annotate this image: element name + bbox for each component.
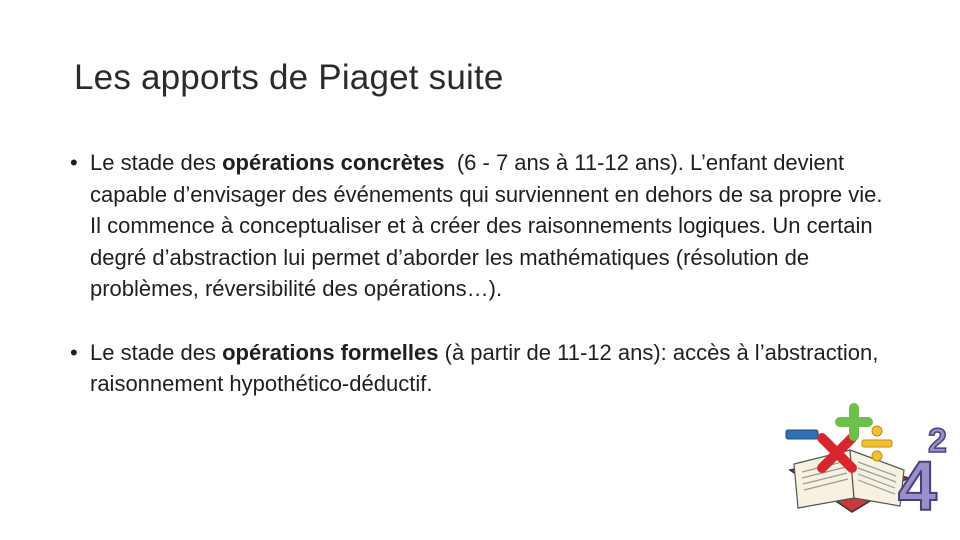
minus-icon [786, 430, 818, 439]
plus-icon [840, 408, 868, 436]
digit-four: 4 [898, 447, 937, 522]
math-book-icon [780, 400, 950, 522]
bullet-list [70, 147, 890, 400]
bullet-text: (6 - 7 ans à 11-12 ans). L’enfant devient capable d’envisager des événements qui surviennent en dehors de sa propre vie. Il commence à conceptualiser et à créer des raisonnements logiques. Un certain degré d’abstraction lui permet d’aborder les mathématiques (résolution de problèmes, réversibilité des opérations…). [90, 150, 889, 301]
bullet-prefix: Le stade des [90, 339, 223, 365]
bullet-formal-operations [70, 337, 890, 400]
bullet-marker: • [70, 150, 78, 175]
bullet-concrete-operations [70, 147, 890, 305]
bullet-marker: • [70, 339, 78, 365]
bullet-bold-term: opérations formelles [222, 339, 439, 365]
slide-title: Les apports de Piaget suite [74, 58, 504, 97]
bullet-prefix: Le stade des [90, 150, 223, 175]
bullet-text: (à partir de 11-12 ans): accès à l’abstraction, raisonnement hypothético-déductif. [90, 339, 879, 396]
exponent-two: 2 [928, 422, 947, 460]
bullet-bold-term: opérations concrètes [222, 150, 445, 175]
